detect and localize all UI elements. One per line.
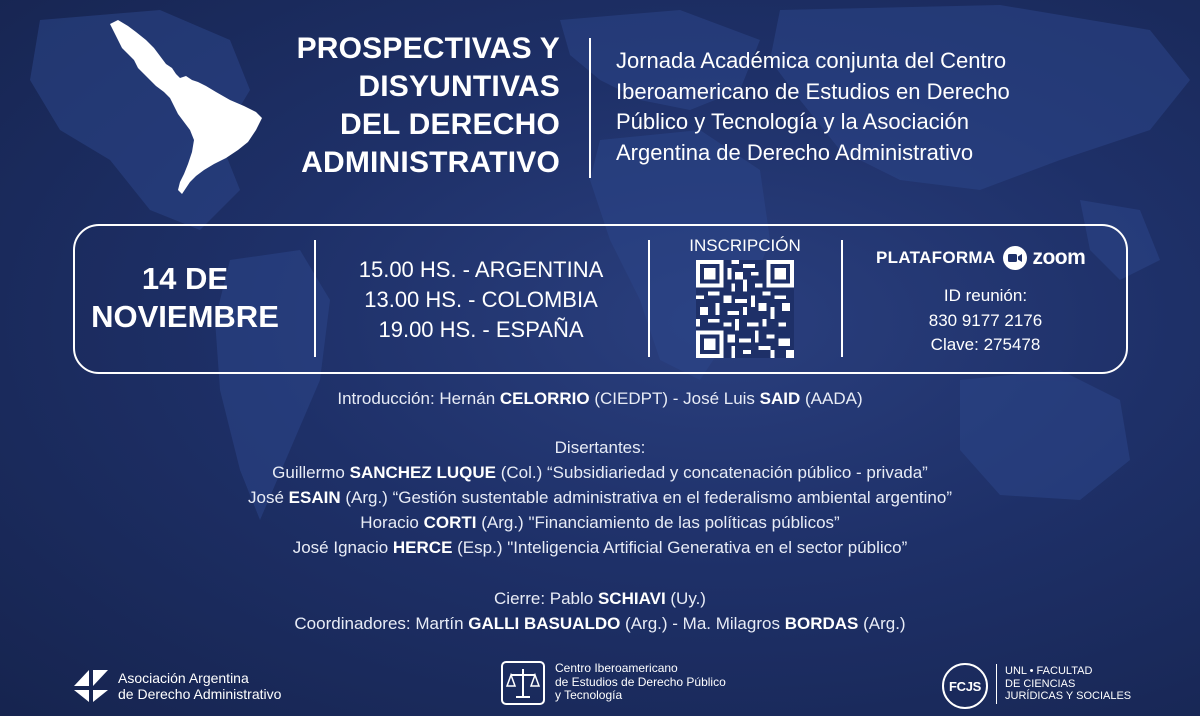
zoom-logo — [1003, 246, 1085, 270]
speaker-line — [0, 513, 1200, 533]
ciedpt-line: Centro Iberoamericano — [555, 661, 678, 675]
aada-line: de Derecho Administrativo — [118, 686, 282, 702]
speaker-line — [0, 488, 1200, 508]
closing-text: (Uy.) — [665, 589, 706, 608]
latin-america-map-icon — [106, 18, 276, 198]
speaker-first-name: Horacio — [360, 513, 424, 532]
ciedpt-name — [555, 662, 726, 703]
speaker-first-name: Guillermo — [272, 463, 350, 482]
description-line: Argentina de Derecho Administrativo — [616, 139, 974, 165]
header-divider — [589, 38, 591, 178]
speaker-line — [0, 538, 1200, 558]
coordinators-text: Coordinadores: Martín — [294, 614, 469, 633]
coordinator-name: GALLI BASUALDO — [468, 614, 621, 633]
time-line: 19.00 HS. - ESPAÑA — [378, 317, 584, 342]
meeting-id: 830 9177 2176 — [928, 310, 1043, 330]
zoom-wordmark: zoom — [1032, 246, 1086, 269]
unl-line: UNL • FACULTAD — [1005, 665, 1093, 677]
title-line: PROSPECTIVAS Y — [296, 32, 560, 65]
date-line: NOVIEMBRE — [91, 299, 279, 334]
speaker-first-name: José Ignacio — [292, 538, 393, 557]
info-divider — [314, 240, 316, 357]
description-line: Iberoamericano de Estudios en Derecho — [616, 78, 1010, 104]
event-date — [80, 260, 290, 336]
coordinators-text: (Arg.) — [858, 614, 906, 633]
speaker-topic: (Col.) “Subsidiariedad y concatenación público - privada” — [496, 463, 928, 482]
description-line: Público y Tecnología y la Asociación — [616, 109, 970, 134]
intro-text: Introducción: Hernán — [337, 389, 500, 408]
info-divider — [648, 240, 650, 357]
closing-text: Cierre: Pablo — [494, 589, 598, 608]
speakers-heading: Disertantes: — [554, 438, 646, 457]
info-divider — [841, 240, 843, 357]
speaker-first-name: José — [248, 488, 289, 507]
introduction-line — [0, 389, 1200, 409]
description-line: Jornada Académica conjunta del Centro — [616, 48, 1007, 73]
platform-label: PLATAFORMA — [876, 248, 996, 267]
speaker-topic: (Esp.) "Inteligencia Artificial Generativa en el sector público” — [452, 538, 908, 557]
intro-name: SAID — [759, 389, 801, 408]
intro-text: (CIEDPT) - José Luis — [589, 389, 760, 408]
aada-logo-icon — [72, 668, 110, 704]
fcjs-logo-icon: FCJS — [942, 663, 988, 709]
time-line: 15.00 HS. - ARGENTINA — [358, 257, 604, 282]
footer-divider — [996, 664, 997, 704]
speaker-topic: (Arg.) “Gestión sustentable administrativa en el federalismo ambiental argentino” — [340, 488, 952, 507]
intro-name: CELORRIO — [499, 389, 590, 408]
unl-line: DE CIENCIAS — [1005, 677, 1076, 690]
aada-line: Asociación Argentina — [118, 670, 249, 686]
meeting-details — [878, 284, 1093, 358]
event-title — [260, 30, 560, 182]
registration-label: INSCRIPCIÓN — [689, 236, 801, 255]
coordinators-line — [0, 614, 1200, 634]
registration-qr-code-icon[interactable] — [696, 260, 794, 358]
platform-label-row — [876, 246, 1085, 270]
unl-faculty-name — [1005, 665, 1131, 703]
closing-line — [0, 589, 1200, 609]
zoom-icon — [1003, 246, 1027, 270]
speaker-last-name: SANCHEZ LUQUE — [349, 463, 497, 482]
time-line: 13.00 HS. - COLOMBIA — [364, 287, 598, 312]
event-times — [330, 255, 632, 345]
aada-name — [118, 670, 281, 702]
date-line: 14 DE — [141, 261, 229, 296]
speaker-last-name: CORTI — [423, 513, 477, 532]
meeting-id-label: ID reunión: — [943, 286, 1028, 305]
closing-name: SCHIAVI — [597, 589, 666, 608]
intro-text: (AADA) — [800, 389, 863, 408]
coordinators-text: (Arg.) - Ma. Milagros — [620, 614, 785, 633]
speaker-line — [0, 463, 1200, 483]
title-line: DEL DERECHO — [339, 108, 560, 141]
speaker-topic: (Arg.) "Financiamiento de las políticas públicos” — [476, 513, 840, 532]
ciedpt-line: de Estudios de Derecho Público — [555, 674, 726, 689]
event-description — [616, 46, 1176, 168]
title-line: ADMINISTRATIVO — [301, 146, 560, 179]
coordinator-name: BORDAS — [784, 614, 859, 633]
meeting-passcode: Clave: 275478 — [930, 335, 1041, 354]
speaker-last-name: ESAIN — [288, 488, 341, 507]
ciedpt-line: y Tecnología — [555, 688, 623, 702]
ciedpt-logo-icon — [500, 660, 546, 706]
speaker-last-name: HERCE — [392, 538, 453, 557]
unl-line: JURÍDICAS Y SOCIALES — [1005, 690, 1132, 702]
title-line: DISYUNTIVAS — [358, 70, 560, 103]
